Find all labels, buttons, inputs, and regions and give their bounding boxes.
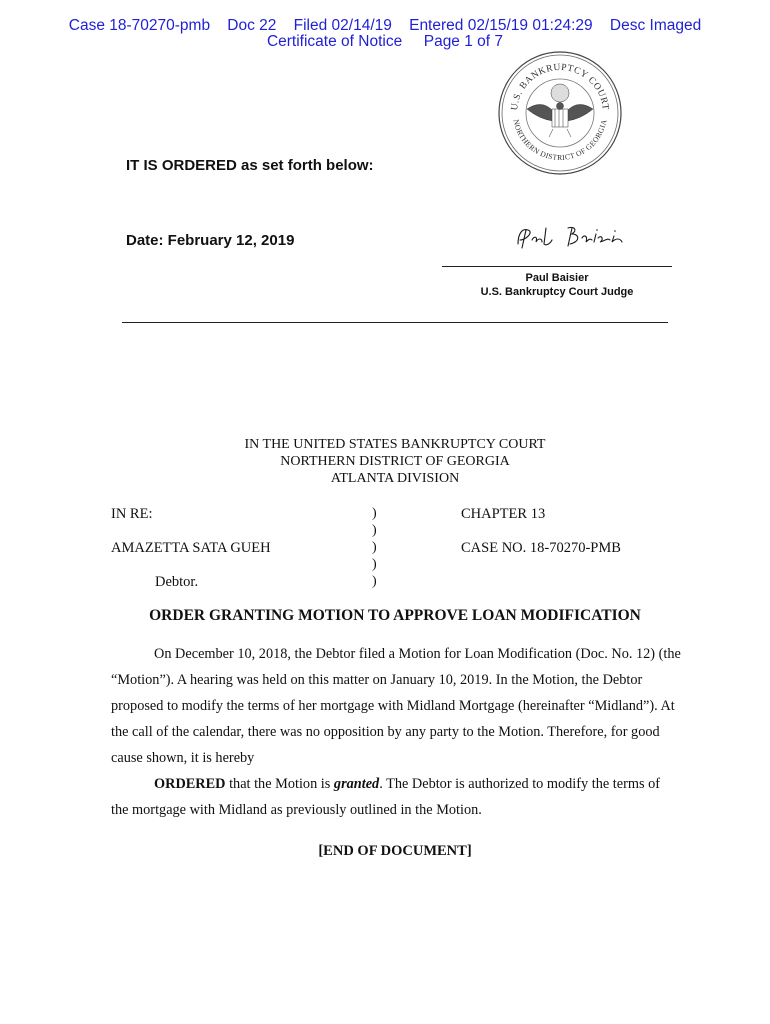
debtor-name: AMAZETTA SATA GUEH [111, 540, 271, 556]
order-body [111, 641, 681, 823]
order-intro: IT IS ORDERED as set forth below: [126, 157, 374, 174]
court-division: ATLANTA DIVISION [330, 471, 460, 486]
judge-title: U.S. Bankruptcy Court Judge [480, 286, 634, 298]
caption-paren: ) [372, 506, 377, 521]
judge-signature [512, 222, 627, 254]
paragraph-ordered [111, 771, 681, 823]
caption-paren: ) [372, 540, 377, 555]
signature-line [442, 266, 672, 267]
ordered-keyword: ORDERED [154, 776, 226, 792]
caption-paren: ) [372, 557, 377, 572]
court-district: NORTHERN DISTRICT OF GEORGIA [280, 454, 510, 469]
filing-header: Case 18-70270-pmb Doc 22 Filed 02/14/19 Entered 02/15/19 01:24:29 Desc Imaged [68, 17, 702, 34]
debtor-label: Debtor. [155, 574, 199, 590]
in-re-label: IN RE: [111, 506, 153, 522]
caption-paren: ) [372, 523, 377, 538]
judge-name: Paul Baisier [525, 272, 589, 284]
separator-rule [122, 322, 668, 323]
certificate-header: Certificate of Notice Page 1 of 7 [266, 33, 504, 50]
ordered-text-pre: that the Motion is [225, 776, 334, 792]
order-date: Date: February 12, 2019 [126, 232, 295, 249]
svg-text:U.S. BANKRUPTCY COURT: U.S. BANKRUPTCY COURT [509, 62, 610, 112]
case-number: CASE NO. 18-70270-PMB [461, 540, 621, 556]
ordered-text-post: . The Debtor is authorized to modify the terms of the mortgage with Midland as previously outlined in the Motion. [111, 776, 661, 818]
caption-paren: ) [372, 574, 377, 589]
end-of-document: [END OF DOCUMENT] [318, 843, 472, 859]
granted-keyword: granted [333, 776, 380, 792]
order-title: ORDER GRANTING MOTION TO APPROVE LOAN MODIFICATION [149, 607, 641, 624]
svg-text:NORTHERN DISTRICT OF GEORGIA: NORTHERN DISTRICT OF GEORGIA [511, 118, 609, 163]
court-seal [497, 49, 623, 177]
court-name: IN THE UNITED STATES BANKRUPTCY COURT [244, 437, 546, 452]
chapter-label: CHAPTER 13 [461, 506, 546, 522]
paragraph-motion: On December 10, 2018, the Debtor filed a Motion for Loan Modification (Doc. No. 12) (the “Motion”). A hearing was held on this matter on January 10, 2019. In the Motion, the Debtor proposed to modify the terms of her mortgage with Midland Mortgage (hereinafter “Midland”). At the call of the calendar, there was no opposition by any party to the Motion. Therefore, for good cause shown, it is hereby [111, 646, 681, 766]
